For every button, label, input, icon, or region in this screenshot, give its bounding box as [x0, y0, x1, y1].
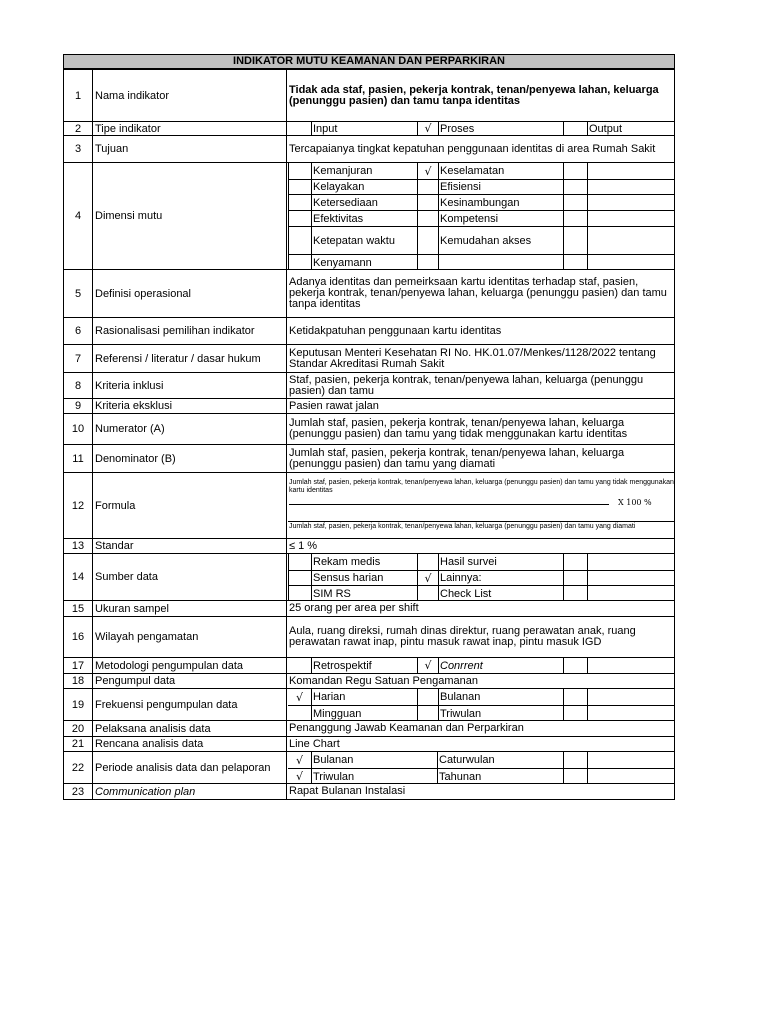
row-number: 20	[64, 721, 93, 736]
dimension-option: Kenyamann	[311, 255, 417, 270]
frequency-option: Mingguan	[311, 706, 417, 721]
period-option: Caturwulan	[437, 752, 563, 768]
row-number: 4	[64, 163, 93, 269]
check-mark-icon: √	[295, 770, 303, 783]
row-label: Denominator (B)	[93, 445, 287, 472]
row-tujuan	[64, 135, 674, 162]
check-mark-icon: √	[417, 571, 438, 585]
dimension-option: Efisiensi	[438, 180, 563, 194]
source-option: Check List	[438, 586, 563, 601]
row-dimensi-mutu	[64, 162, 674, 269]
source-option: Rekam medis	[311, 554, 417, 570]
row-number: 18	[64, 674, 93, 688]
check-mark-icon: √	[417, 658, 438, 673]
row-label: Standar	[93, 539, 287, 553]
row-pelaksana	[64, 720, 674, 736]
option-output: Output	[587, 122, 674, 135]
row-number: 16	[64, 617, 93, 657]
source-option: Hasil survei	[438, 554, 563, 570]
option-proses: Proses	[438, 122, 563, 135]
option-input: Input	[311, 122, 417, 135]
source-option: Lainnya:	[438, 571, 563, 585]
row-periode-analisis	[64, 751, 674, 783]
row-rasionalisasi	[64, 317, 674, 344]
row-label: Formula	[93, 473, 287, 538]
dimension-option: Kesinambungan	[438, 195, 563, 210]
check-mark-icon: √	[417, 163, 438, 179]
dimension-option: Kompetensi	[438, 211, 563, 226]
row-frekuensi	[64, 688, 674, 720]
row-label: Frekuensi pengumpulan data	[93, 689, 287, 720]
row-value: Tercapaianya tingkat kepatuhan penggunaan identitas di area Rumah Sakit	[289, 142, 656, 155]
row-label: Dimensi mutu	[93, 163, 287, 269]
row-label: Metodologi pengumpulan data	[93, 658, 287, 673]
row-label: Pelaksana analisis data	[93, 721, 287, 736]
row-label: Rasionalisasi pemilihan indikator	[93, 318, 287, 344]
dimension-option: Kemanjuran	[311, 163, 417, 179]
row-label: Referensi / literatur / dasar hukum	[93, 345, 287, 372]
table-title: INDIKATOR MUTU KEAMANAN DAN PERPARKIRAN	[64, 55, 674, 69]
row-number: 1	[64, 70, 93, 121]
dimension-option: Keselamatan	[438, 163, 563, 179]
row-formula	[64, 472, 674, 538]
check-mark-icon: √	[295, 690, 303, 704]
row-number: 23	[64, 784, 93, 799]
row-number: 22	[64, 752, 93, 783]
row-number: 12	[64, 473, 93, 538]
row-label: Ukuran sampel	[93, 601, 287, 616]
row-pengumpul-data	[64, 673, 674, 688]
dimension-option: Kelayakan	[311, 180, 417, 194]
row-wilayah-pengamatan	[64, 616, 674, 657]
row-communication-plan	[64, 783, 674, 799]
method-option: Conrrent	[438, 658, 563, 673]
row-label: Numerator (A)	[93, 414, 287, 444]
row-number: 17	[64, 658, 93, 673]
source-grid	[288, 554, 674, 600]
period-option: Tahunan	[437, 769, 563, 784]
row-referensi	[64, 344, 674, 372]
row-sumber-data	[64, 553, 674, 600]
row-denominator	[64, 444, 674, 472]
dimension-option: Kemudahan akses	[438, 227, 563, 254]
check-mark-icon: √	[417, 122, 438, 135]
row-number: 15	[64, 601, 93, 616]
row-number: 11	[64, 445, 93, 472]
row-numerator	[64, 413, 674, 444]
indicator-profile-table	[63, 54, 675, 800]
row-label: Rencana analisis data	[93, 737, 287, 751]
fraction-line	[289, 504, 609, 505]
frequency-option: Harian	[311, 689, 417, 705]
row-value: Staf, pasien, pekerja kontrak, tenan/penyewa lahan, keluarga (penunggu pasien) dan tamu	[289, 373, 644, 397]
row-definisi-operasional	[64, 269, 674, 317]
row-number: 7	[64, 345, 93, 372]
frequency-option: Bulanan	[438, 689, 563, 705]
row-number: 9	[64, 399, 93, 413]
row-value: Tidak ada staf, pasien, pekerja kontrak, tenan/penyewa lahan, keluarga (penunggu pasien) dan tamu tanpa identitas	[289, 83, 659, 107]
row-value: Rapat Bulanan Instalasi	[289, 785, 406, 797]
row-value: ≤ 1 %	[289, 539, 318, 552]
row-label: Communication plan	[93, 784, 287, 799]
row-nama-indikator	[64, 69, 674, 121]
row-number: 8	[64, 373, 93, 398]
row-label: Sumber data	[93, 554, 287, 600]
row-value: Line Chart	[289, 737, 340, 750]
row-value: Komandan Regu Satuan Pengamanan	[289, 674, 478, 687]
type-options	[288, 122, 674, 135]
row-value: Aula, ruang direksi, rumah dinas direktur, ruang perawatan anak, ruang perawatan rawat inap, pintu masuk rawat inap, pintu masuk IGD	[289, 625, 636, 648]
formula-box	[288, 473, 674, 538]
row-label: Tipe indikator	[93, 122, 287, 135]
row-number: 10	[64, 414, 93, 444]
row-rencana-analisis	[64, 736, 674, 751]
dimension-option: Ketersediaan	[311, 195, 417, 210]
row-value: Adanya identitas dan pemeirksaan kartu identitas terhadap staf, pasien, pekerja kontrak, tenan/penyewa lahan, keluarga (penunggu pasien) dan tamu tanpa identitas	[289, 276, 667, 310]
formula-numerator: Jumlah staf, pasien, pekerja kontrak, tenan/penyewa lahan, keluarga (penunggu pasien) dan tamu yang tidak menggunakan kartu identitas	[289, 479, 674, 494]
row-value: Penanggung Jawab Keamanan dan Perparkiran	[289, 722, 524, 734]
row-label: Kriteria inklusi	[93, 373, 287, 398]
source-option: SIM RS	[311, 586, 417, 601]
row-value: 25 orang per area per shift	[289, 602, 419, 614]
row-number: 21	[64, 737, 93, 751]
row-number: 5	[64, 270, 93, 317]
row-label: Nama indikator	[93, 70, 287, 121]
row-value: Jumlah staf, pasien, pekerja kontrak, tenan/penyewa lahan, keluarga (penunggu pasien) dan tamu yang tidak menggunakan kartu identitas	[289, 417, 628, 440]
row-label: Kriteria eksklusi	[93, 399, 287, 413]
source-option: Sensus harian	[311, 571, 417, 585]
period-option: Triwulan	[311, 769, 437, 784]
row-number: 19	[64, 689, 93, 720]
formula-multiplier: X 100 %	[618, 498, 652, 507]
row-number: 14	[64, 554, 93, 600]
check-mark-icon: √	[295, 753, 303, 767]
dimension-grid	[288, 163, 674, 269]
row-tipe-indikator	[64, 121, 674, 135]
dimension-option: Ketepatan waktu	[311, 227, 417, 254]
empty-check-cell	[563, 122, 587, 135]
row-label: Definisi operasional	[93, 270, 287, 317]
row-value: Jumlah staf, pasien, pekerja kontrak, tenan/penyewa lahan, keluarga (penunggu pasien) dan tamu yang diamati	[289, 446, 625, 470]
row-kriteria-eksklusi	[64, 398, 674, 413]
row-number: 6	[64, 318, 93, 344]
row-metodologi	[64, 657, 674, 673]
row-value: Pasien rawat jalan	[289, 399, 379, 412]
row-label: Periode analisis data dan pelaporan	[93, 752, 287, 783]
row-standar	[64, 538, 674, 553]
method-option: Retrospektif	[311, 658, 417, 673]
row-value: Ketidakpatuhan penggunaan kartu identitas	[289, 324, 502, 337]
formula-denominator: Jumlah staf, pasien, pekerja kontrak, tenan/penyewa lahan, keluarga (penunggu pasien) dan tamu yang diamati	[289, 523, 636, 530]
row-number: 3	[64, 136, 93, 162]
row-number: 13	[64, 539, 93, 553]
row-label: Pengumpul data	[93, 674, 287, 688]
frequency-option: Triwulan	[438, 706, 563, 721]
row-value: Keputusan Menteri Kesehatan RI No. HK.01.07/Menkes/1128/2022 tentang Standar Akreditasi Rumah Sakit	[289, 346, 656, 370]
period-option: Bulanan	[311, 752, 437, 768]
row-number: 2	[64, 122, 93, 135]
row-label: Tujuan	[93, 136, 287, 162]
row-label: Wilayah pengamatan	[93, 617, 287, 657]
row-ukuran-sampel	[64, 600, 674, 616]
row-kriteria-inklusi	[64, 372, 674, 398]
dimension-option: Efektivitas	[311, 211, 417, 226]
